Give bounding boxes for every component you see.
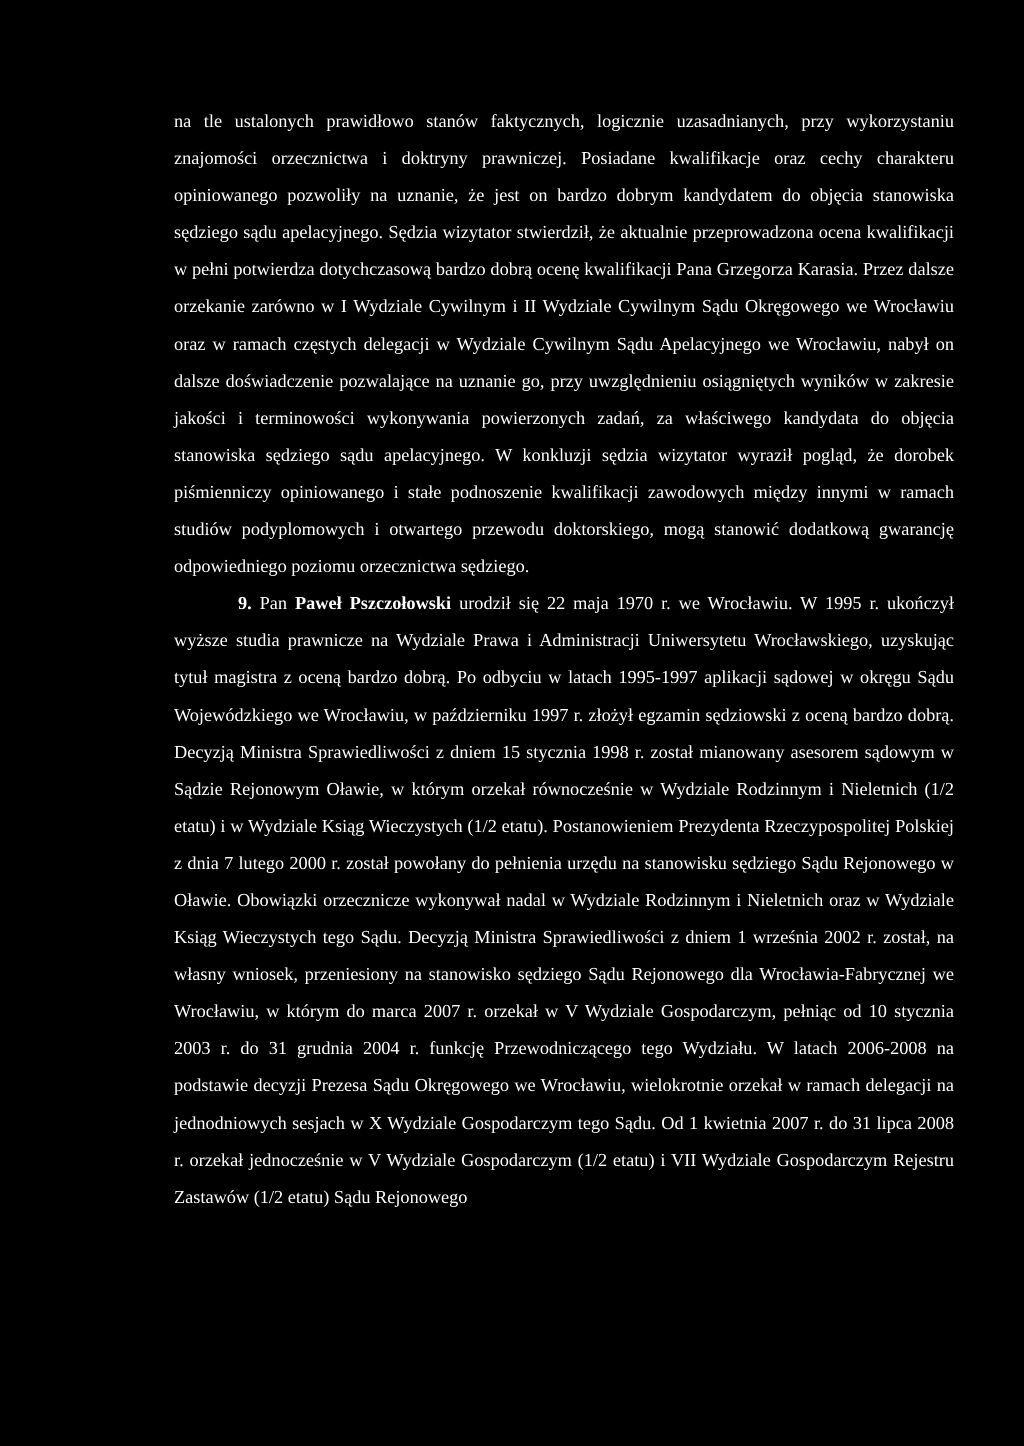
person-name: Paweł Pszczołowski — [294, 593, 452, 614]
paragraph-prefix: Pan — [259, 593, 288, 614]
paragraph-2-body: urodził się 22 maja 1970 r. we Wrocławiu. W 1995 r. ukończył wyższe studia prawnicze na Wydziale Prawa i Administracji Uniwersytetu Wrocławskiego, uzyskując tytuł magistra z oceną bardzo dobrą. Po odbyciu w latach 1995-1997 aplikacji sądowej w okręgu Sądu Wojewódzkiego we Wrocławiu, w październiku 1997 r. złożył egzamin sędziowski z oceną bardzo dobrą. Decyzją Ministra Sprawiedliwości z dniem 15 stycznia 1998 r. został mianowany asesorem sądowym w Sądzie Rejonowym Oławie, w którym orzekał równocześnie w Wydziale Rodzinnym i Nieletnich (1/2 etatu) i w Wydziale Ksiąg Wieczystych (1/2 etatu). Postanowieniem Prezydenta Rzeczypospolitej Polskiej z dnia 7 lutego 2000 r. został powołany do pełnienia urzędu na stanowisku sędziego Sądu Rejonowego w Oławie. Obowiązki orzecznicze wykonywał nadal w Wydziale Rodzinnym i Nieletnich oraz w Wydziale Ksiąg Wieczystych tego Sądu. Decyzją Ministra Sprawiedliwości z dniem 1 września 2002 r. został, na własny wniosek, przeniesiony na stanowisko sędziego Sądu Rejonowego dla Wrocławia-Fabrycznej we Wrocławiu, w którym do marca 2007 r. orzekał w V Wydziale Gospodarczym, pełniąc od 10 stycznia 2003 r. do 31 grudnia 2004 r. funkcję Przewodniczącego tego Wydziału. W latach 2006-2008 na podstawie decyzji Prezesa Sądu Okręgowego we Wrocławiu, wielokrotnie orzekał w ramach delegacji na jednodniowych sesjach w X Wydziale Gospodarczym tego Sądu. Od 1 kwietnia 2007 r. do 31 lipca 2008 r. orzekał jednocześnie w V Wydziale Gospodarczym (1/2 etatu) i VII Wydziale Gospodarczym Rejestru Zastawów (1/2 etatu) Sądu Rejonowego — [174, 593, 955, 1207]
document-page — [174, 103, 954, 1216]
paragraph-number: 9. — [238, 593, 252, 614]
paragraph-1: na tle ustalonych prawidłowo stanów faktycznych, logicznie uzasadnianych, przy wykorzystaniu znajomości orzecznictwa i doktryny prawniczej. Posiadane kwalifikacje oraz cechy charakteru opiniowanego pozwoliły na uznanie, że jest on bardzo dobrym kandydatem do objęcia stanowiska sędziego sądu apelacyjnego. Sędzia wizytator stwierdził, że aktualnie przeprowadzona ocena kwalifikacji w pełni potwierdza dotychczasową bardzo dobrą ocenę kwalifikacji Pana Grzegorza Karasia. Przez dalsze orzekanie zarówno w I Wydziale Cywilnym i II Wydziale Cywilnym Sądu Okręgowego we Wrocławiu oraz w ramach częstych delegacji w Wydziale Cywilnym Sądu Apelacyjnego we Wrocławiu, nabył on dalsze doświadczenie pozwalające na uznanie go, przy uwzględnieniu osiągniętych wyników w zakresie jakości i terminowości wykonywania powierzonych zadań, za właściwego kandydata do objęcia stanowiska sędziego sądu apelacyjnego. W konkluzji sędzia wizytator wyraził pogląd, że dorobek piśmienniczy opiniowanego i stałe podnoszenie kwalifikacji zawodowych między innymi w ramach studiów podyplomowych i otwartego przewodu doktorskiego, mogą stanowić dodatkową gwarancję odpowiedniego poziomu orzecznictwa sędziego. — [174, 111, 954, 577]
paragraph-2 — [174, 585, 954, 1216]
